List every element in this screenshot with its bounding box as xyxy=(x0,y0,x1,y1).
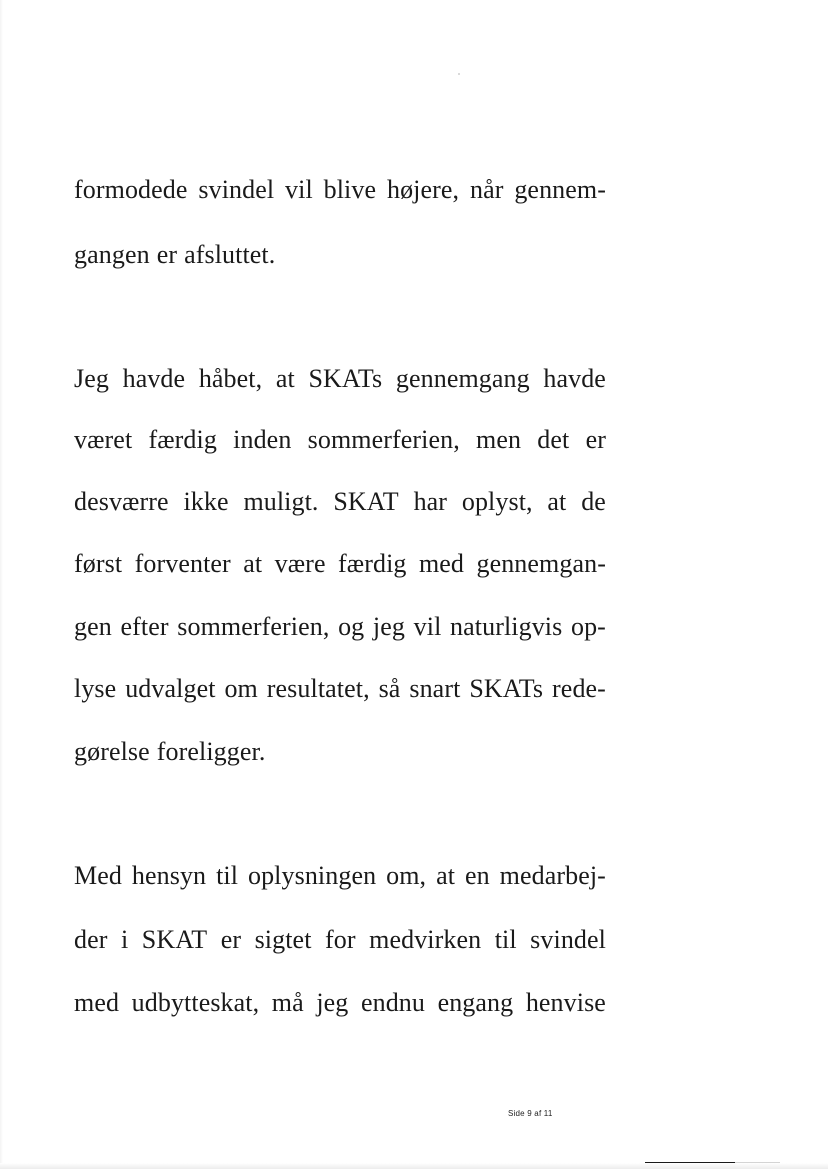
word: sigtet xyxy=(254,925,312,954)
word: engang xyxy=(437,988,514,1017)
word: SKAT xyxy=(141,925,208,954)
word: været xyxy=(74,425,133,454)
word: op- xyxy=(570,612,606,641)
page-number: Side 9 af 11 xyxy=(508,1109,553,1118)
word: havde xyxy=(543,364,606,393)
word: er xyxy=(585,425,606,454)
word: i xyxy=(120,925,129,954)
word: det xyxy=(537,425,570,454)
word: håbet, xyxy=(198,364,263,393)
word: gennemgang xyxy=(395,364,530,393)
text-line xyxy=(74,174,606,206)
word: endnu xyxy=(360,988,425,1017)
word: højere, xyxy=(386,175,460,204)
word: at xyxy=(436,861,456,890)
word: SKAT xyxy=(333,487,399,516)
word: henvise xyxy=(525,988,606,1017)
word: gennem- xyxy=(514,175,606,204)
word: færdig xyxy=(148,425,217,454)
word: oplysningen xyxy=(247,861,377,890)
word: med xyxy=(418,549,465,578)
word: jeg xyxy=(316,988,349,1017)
text-line xyxy=(74,363,606,395)
word: formodede xyxy=(74,175,188,204)
word: sommerferien, xyxy=(307,425,460,454)
word: svindel xyxy=(198,175,275,204)
word: være xyxy=(274,549,326,578)
word: gørelse xyxy=(74,737,150,766)
word: rede- xyxy=(552,674,606,703)
word: medarbej- xyxy=(499,861,606,890)
text-line xyxy=(74,486,606,518)
word: Med xyxy=(74,861,122,890)
text-line xyxy=(74,860,606,892)
word: efter xyxy=(120,612,169,641)
word: svindel xyxy=(530,925,606,954)
word: udbytteskat, xyxy=(131,988,260,1017)
word: at xyxy=(243,549,263,578)
word: om, xyxy=(386,861,427,890)
text-line xyxy=(74,239,606,271)
word: oplyst, xyxy=(461,487,533,516)
word: SKATs xyxy=(308,364,383,393)
word: er xyxy=(156,240,178,269)
word: lyse xyxy=(74,674,117,703)
word: må xyxy=(271,988,304,1017)
word: resultatet, xyxy=(266,674,370,703)
word: de xyxy=(581,487,606,516)
word: at xyxy=(547,487,567,516)
word: hensyn xyxy=(131,861,207,890)
word: desværre xyxy=(74,487,169,516)
text-line xyxy=(74,673,606,705)
word: når xyxy=(469,175,504,204)
word: vil xyxy=(413,612,442,641)
word: og xyxy=(338,612,365,641)
word: først xyxy=(74,549,123,578)
word: havde xyxy=(122,364,186,393)
word: færdig xyxy=(338,549,407,578)
word: til xyxy=(216,861,239,890)
word: naturligvis xyxy=(450,612,563,641)
word: snart xyxy=(409,674,461,703)
word: sommerferien, xyxy=(177,612,330,641)
word: forventer xyxy=(134,549,231,578)
word: jeg xyxy=(372,612,405,641)
page-edge-bottom xyxy=(0,1163,828,1169)
text-line xyxy=(74,548,606,580)
word: så xyxy=(378,674,401,703)
word: gennemgan- xyxy=(476,549,606,578)
word: ikke xyxy=(183,487,229,516)
word: at xyxy=(275,364,295,393)
word: vil xyxy=(285,175,313,204)
word: SKATs xyxy=(469,674,544,703)
word: om xyxy=(224,674,258,703)
word: medvirken xyxy=(369,925,482,954)
text-line xyxy=(74,987,606,1019)
word: Jeg xyxy=(74,364,109,393)
scan-speck xyxy=(458,73,460,75)
word: afsluttet. xyxy=(184,240,276,269)
page-edge xyxy=(0,0,3,1169)
word: gen xyxy=(74,612,112,641)
word: der xyxy=(74,925,108,954)
word: for xyxy=(325,925,356,954)
word: inden xyxy=(233,425,292,454)
word: foreligger. xyxy=(156,737,266,766)
text-line xyxy=(74,424,606,456)
word: er xyxy=(220,925,242,954)
word: udvalget xyxy=(125,674,216,703)
text-line xyxy=(74,736,606,768)
text-line xyxy=(74,611,606,643)
word: med xyxy=(74,988,120,1017)
word: har xyxy=(413,487,448,516)
word: gangen xyxy=(74,240,150,269)
text-line xyxy=(74,924,606,956)
word: men xyxy=(476,425,522,454)
word: til xyxy=(494,925,517,954)
word: muligt. xyxy=(243,487,319,516)
word: en xyxy=(464,861,490,890)
word: blive xyxy=(323,175,377,204)
